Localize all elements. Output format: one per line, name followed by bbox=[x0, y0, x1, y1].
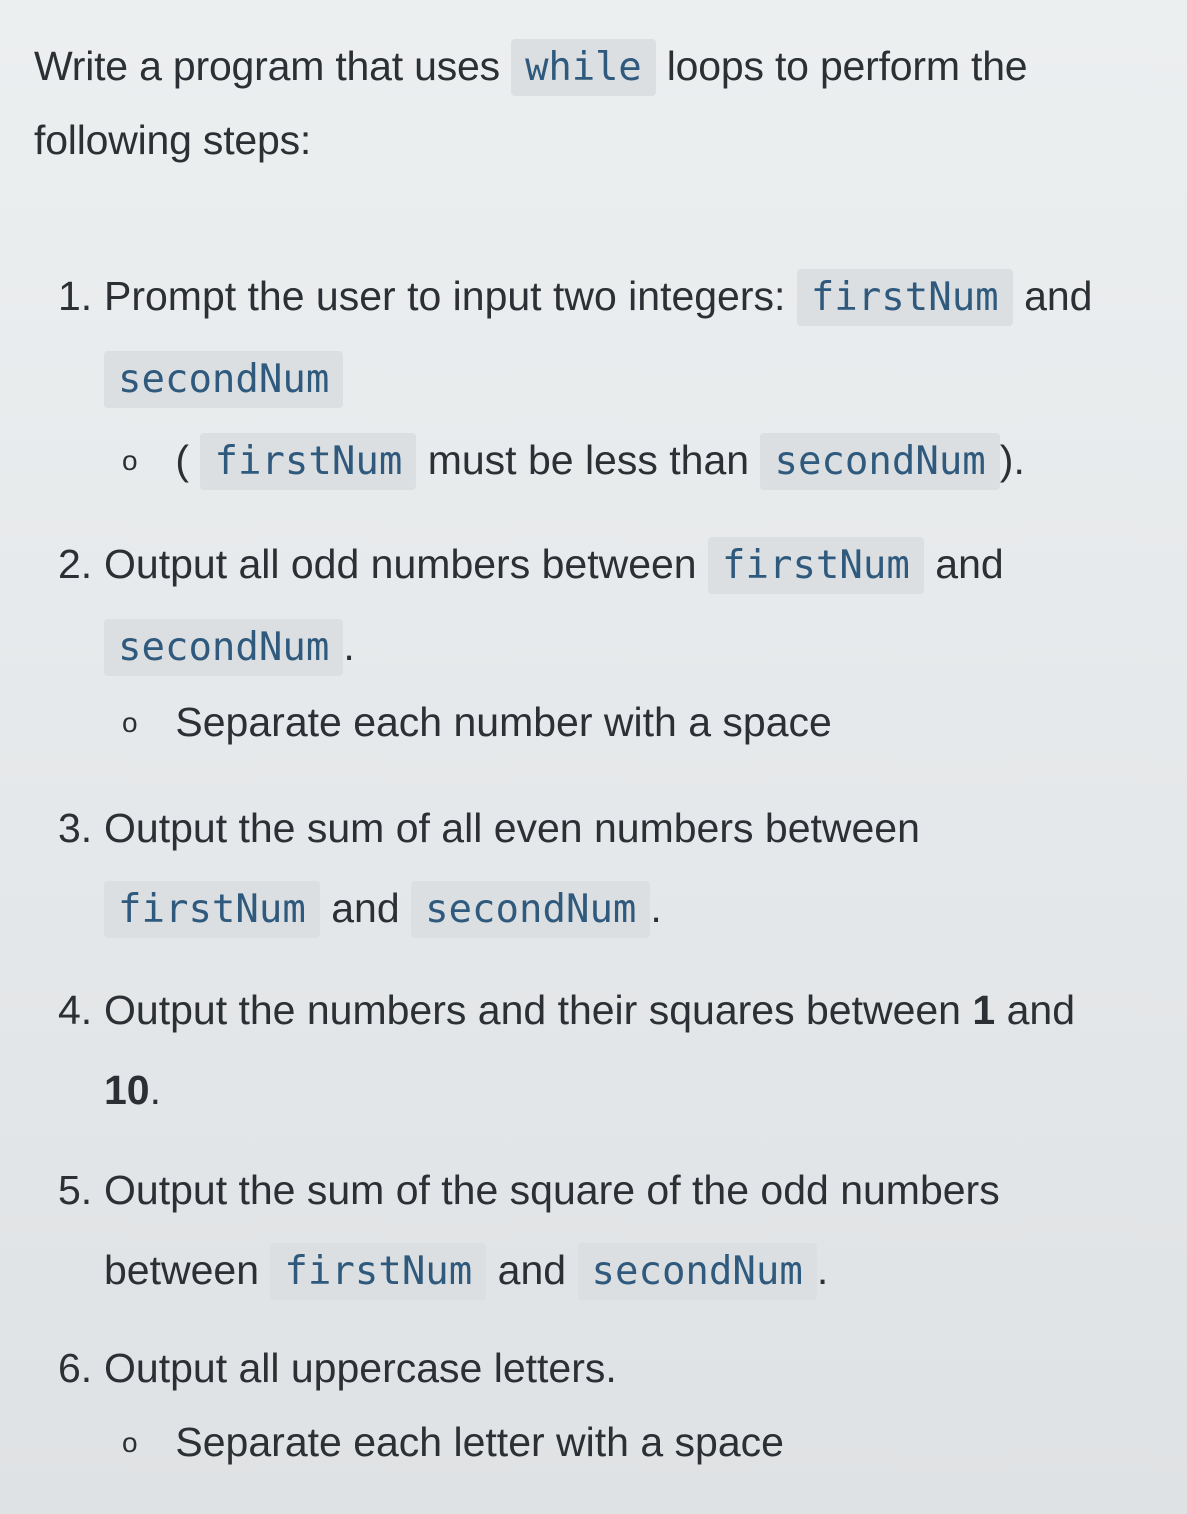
step-2 bbox=[58, 524, 1138, 670]
code-secondnum: secondNum bbox=[104, 351, 343, 408]
step-text: Output all odd numbers between bbox=[104, 541, 697, 587]
step-text: . bbox=[149, 1067, 162, 1113]
step-2-sub-item bbox=[122, 692, 1122, 753]
step-number: 1. bbox=[58, 273, 93, 319]
step-body bbox=[104, 970, 1114, 1130]
code-secondnum: secondNum bbox=[104, 619, 343, 676]
step-number: 3. bbox=[58, 805, 93, 851]
step-text: . bbox=[650, 885, 662, 931]
code-secondnum: secondNum bbox=[578, 1243, 817, 1300]
step-text: and bbox=[331, 885, 400, 931]
step-text: and bbox=[1024, 273, 1093, 319]
step-number: 4. bbox=[58, 987, 93, 1033]
sub-text: Separate each letter with a space bbox=[175, 1419, 784, 1465]
intro-paragraph bbox=[34, 30, 1164, 176]
code-firstnum: firstNum bbox=[200, 433, 416, 490]
step-number: 6. bbox=[58, 1345, 93, 1391]
bold-number: 10 bbox=[104, 1067, 150, 1113]
step-text: and bbox=[497, 1247, 567, 1293]
sub-text: Separate each number with a space bbox=[175, 699, 832, 745]
code-firstnum: firstNum bbox=[708, 537, 924, 594]
step-body bbox=[104, 524, 1114, 688]
step-body bbox=[104, 1150, 1114, 1312]
code-firstnum: firstNum bbox=[104, 881, 320, 938]
code-firstnum: firstNum bbox=[270, 1243, 486, 1300]
bullet-icon: o bbox=[122, 1427, 138, 1458]
step-number: 5. bbox=[58, 1167, 93, 1213]
step-6-sub-item bbox=[122, 1412, 1122, 1473]
sub-text: must be less than bbox=[427, 437, 750, 483]
step-body bbox=[104, 1328, 1114, 1408]
step-number: 2. bbox=[58, 541, 93, 587]
step-6 bbox=[58, 1328, 1138, 1408]
code-secondnum: secondNum bbox=[760, 433, 999, 490]
step-text: Output the sum of all even numbers between bbox=[104, 805, 920, 851]
step-3 bbox=[58, 788, 1138, 932]
step-text: . bbox=[343, 623, 355, 669]
step-text: . bbox=[816, 1247, 829, 1293]
step-text: Output the numbers and their squares between bbox=[104, 987, 961, 1033]
sub-text: ). bbox=[999, 437, 1025, 483]
step-text: Output the sum of the square of the odd numbers between bbox=[104, 1167, 1000, 1293]
step-1 bbox=[58, 256, 1138, 402]
step-5 bbox=[58, 1150, 1138, 1294]
step-body bbox=[104, 256, 1114, 420]
step-4 bbox=[58, 970, 1138, 1113]
step-text: Output all uppercase letters. bbox=[104, 1345, 617, 1391]
step-1-sub-item bbox=[122, 430, 1122, 492]
step-body bbox=[104, 788, 1114, 950]
intro-code-while: while bbox=[511, 39, 655, 96]
bullet-icon: o bbox=[122, 445, 138, 476]
bullet-icon: o bbox=[122, 707, 138, 738]
intro-text-before: Write a program that uses bbox=[34, 43, 500, 89]
step-text: and bbox=[935, 541, 1004, 587]
sub-text: ( bbox=[175, 437, 190, 483]
intro-text-after: loops to perform the following steps: bbox=[34, 43, 1028, 163]
step-text: and bbox=[1006, 987, 1076, 1033]
code-firstnum: firstNum bbox=[797, 269, 1013, 326]
step-text: Prompt the user to input two integers: bbox=[104, 273, 786, 319]
bold-number: 1 bbox=[972, 987, 996, 1033]
code-secondnum: secondNum bbox=[411, 881, 650, 938]
